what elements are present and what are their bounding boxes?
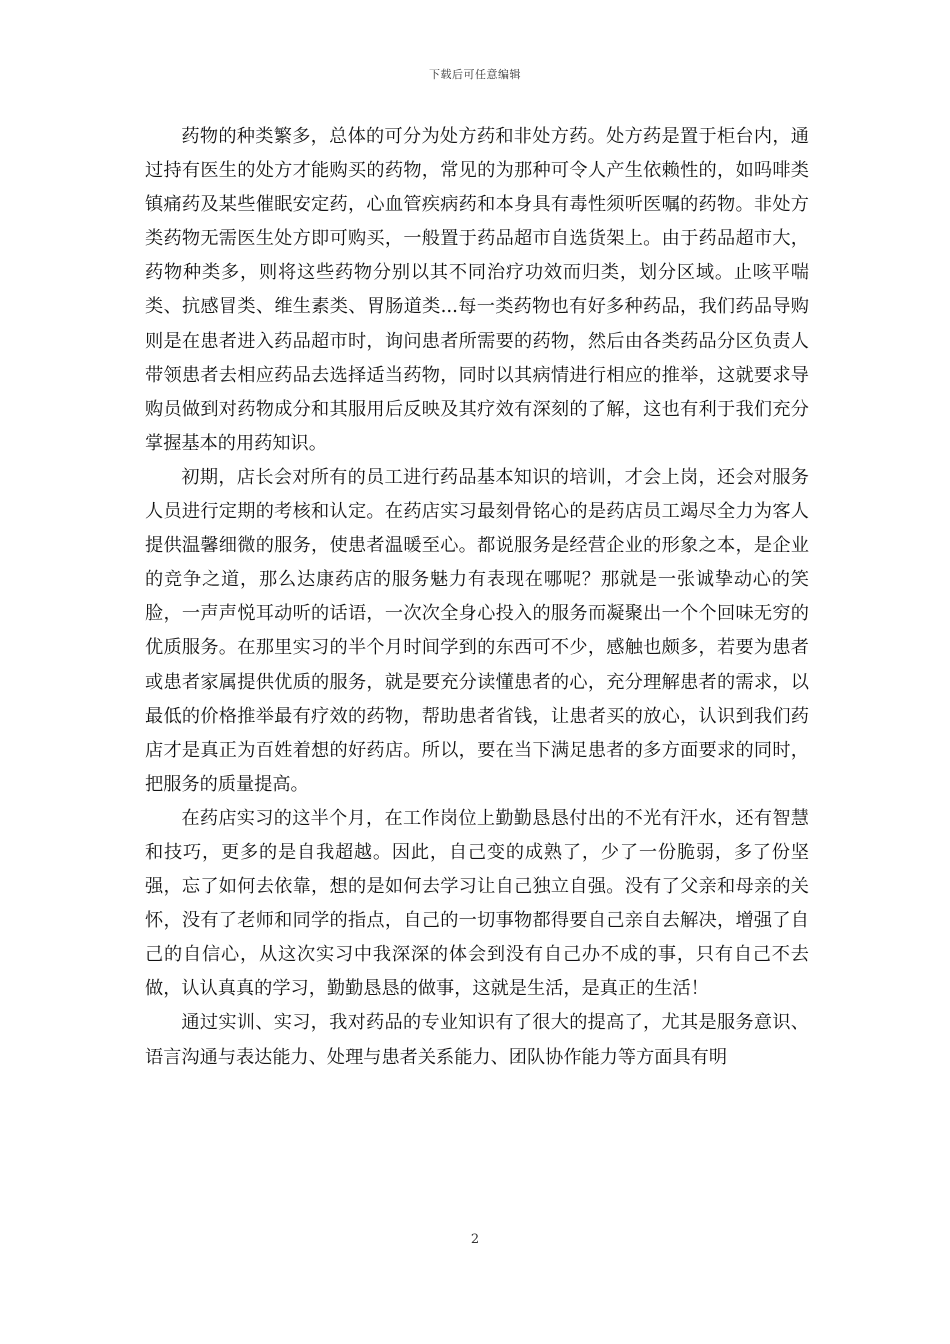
paragraph-medicine-types: 药物的种类繁多，总体的可分为处方药和非处方药。处方药是置于柜台内，通过持有医生的处方才能购买的药物，常见的为那种可令人产生依赖性的，如吗啡类镇痛药及某些催眠安定药，心血管疾病药和本身具有毒性须听医嘱的药物。非处方类药物无需医生处方即可购买，一般置于药品超市自选货架上。由于药品超市大，药物种类多，则将这些药物分别以其不同治疗功效而归类，划分区域。止咳平喘类、抗感冒类、维生素类、胃肠道类...每一类药物也有好多种药品，我们药品导购则是在患者进入药品超市时，询问患者所需要的药物，然后由各类药品分区负责人带领患者去相应药品去选择适当药物，同时以其病情进行相应的推举，这就要求导购员做到对药物成分和其服用后反映及其疗效有深刻的了解，这也有利于我们充分掌握基本的用药知识。 (145, 126, 809, 454)
paragraph-training-service: 初期，店长会对所有的员工进行药品基本知识的培训，才会上岗，还会对服务人员进行定期的考核和认定。在药店实习最刻骨铭心的是药店员工竭尽全力为客人提供温馨细微的服务，使患者温暖至心。都说服务是经营企业的形象之本，是企业的竞争之道，那么达康药店的服务魅力有表现在哪呢？那就是一张诚挚动心的笑脸，一声声悦耳动听的话语，一次次全身心投入的服务而凝聚出一个个回味无穷的优质服务。在那里实习的半个月时间学到的东西可不少，感触也颇多，若要为患者或患者家属提供优质的服务，就是要充分读懂患者的心，充分理解患者的需求，以最低的价格推举最有疗效的药物，帮助患者省钱，让患者买的放心，认识到我们药店才是真正为百姓着想的好药店。所以，要在当下满足患者的多方面要求的同时，把服务的质量提高。 (145, 466, 809, 795)
paragraph-internship-growth: 在药店实习的这半个月，在工作岗位上勤勤恳恳付出的不光有汗水，还有智慧和技巧，更多的是自我超越。因此，自己变的成熟了，少了一份脆弱，多了份坚强，忘了如何去依靠，想的是如何去学习让自己独立自强。没有了父亲和母亲的关怀，没有了老师和同学的指点，自己的一切事物都得要自己亲自去解决，增强了自己的自信心，从这次实习中我深深的体会到没有自己办不成的事，只有自己不去做，认认真真的学习，勤勤恳恳的做事，这就是生活，是真正的生活！ (145, 807, 809, 1000)
page-number: 2 (470, 1232, 480, 1247)
page-header: 下载后可任意编辑 (429, 68, 521, 81)
document-body (145, 120, 809, 1075)
paragraph-conclusion: 通过实训、实习，我对药品的专业知识有了很大的提高了，尤其是服务意识、语言沟通与表达能力、处理与患者关系能力、团队协作能力等方面具有明 (145, 1012, 809, 1068)
